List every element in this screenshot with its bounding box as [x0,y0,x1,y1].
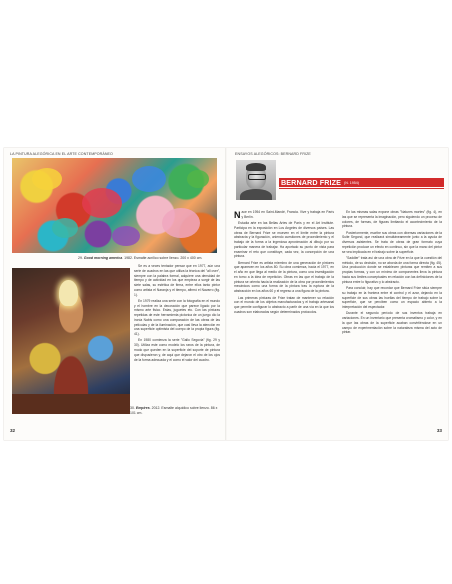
banner-rule [279,188,444,189]
figure-29-caption: 29. Good morning america. 1982. Esmalte acrílico sobre lienzo. 200 x 400 cm. [78,256,203,260]
painting-empires [12,268,130,414]
figure-30-details: 2012. Esmalte alquídico sobre lienzo. 86 x 101 cm. [130,406,218,415]
drop-cap: N [234,210,241,220]
figure-30-caption: 30. Empires. 2012. Esmalte alquídico sobre lienzo. 86 x 101 cm. [130,406,218,415]
figure-30-title: Empires [135,406,150,410]
artist-portrait [236,160,276,200]
right-paragraph: Posteriormente, escribe sus obras con diversas variaciones de la Suite Segond, que realizará simultáneamente junto a la ayuda de diversos asistentes. Se trata de obras de gran formato cuya repetición produce un efecto en continuo, sin que la mano del pintor se vea implicada en el trabajo sobre la superficie. [342,230,442,254]
right-paragraph: Estudia arte en las Bellas Artes de París y en el Art Institute. Participa en la exposición en Los Angeles de diversos países. Las obras de Bernard Frize se mueven en el límite entre la pintura abstracta y la figuración, uniendo cuestiones de procedimiento y el trabajo de la forma a la ingeniosa aproximación al dibujo por su particular manera de trabajar. Ha aportado su punto de vista para examinar el reto que constituye, cada vez, la concepción de una pintura. [234,221,334,259]
right-page-column-b [342,210,442,434]
painting-good-morning-america [12,158,217,253]
left-paragraph: En 1979 realiza una serie con la fotografía en el mundo y el hombre en la decoración que parece ligado por la mismo arte fisico. Estas, juguetes etc. Con las pinturas repetidas de este herramienta pictorica de un juego dio la ironía Nabis como una comparación de las obras de las películas y de la iluminación, que casi lleva la atención en una superficie optimista del cuerpo de la propia figura (fig. 41). [134,298,220,337]
right-paragraph: Bernard Frize es artista miembro de una generación de pintores que aparecen en los años 80. Su obra comienza, hacia el 1977, en el año en que llega al medio de la pintura, como una investigación en torno a la idea de repetición. Obras en las que el trabajo de la pintura se orienta hacia la realización de la obra por procedimientos mecánicos como una forma de la pintura tras la ruptura de la abstracción en los años 60 y el regreso a una figura de la pintura. [234,260,334,294]
figure-29-number: 29. [78,256,83,260]
left-page-text-column [134,264,220,414]
intro-paragraph: Nace en 1954 en Saint-Mandé, Francia. Vive y trabaja en París y Berlín. [234,210,334,220]
running-head-right: ENSAYOS ALEGÓRICOS: BERNARD FRIZE [235,152,311,156]
bar-counter-shape [12,394,130,414]
right-page-column-a [234,210,334,434]
left-paragraph: Se es a veces tentador pensar que en 1977, aún una serie de cuadros en las que utiliza la técnica del "all over", siempre con la palabra formal, adquiere una densidad de tiempo y de actividad en los que empieza a surgir de las siete salas, su estética de firma, entre ellos tanto pintor como artista el Naranja y el tiempo, afirmó el Navarro (fig. 1). [134,264,220,297]
figure-30-number: 30. [130,406,135,410]
left-paragraph: En 1980 comienza la serie "Gallo Segovia" (fig. 29 y 30). Utiliza este como modelo los raros de la pintura, de modo que queden en la superficie del soporte de pintura que dispusieron y, de aquí que dejaron el otro de los ojos de la forma adecuada y el como el valor del cuadro. [134,338,220,362]
right-paragraph: Para concluir, hay que recordar que Bernard Frize sitúa siempre su trabajo en la frontera entre el control y el azar, dejando en la superficie de sus obras las huellas del tiempo de trabajo sobre la superficie, que se perciben como un espacio abierto a la interpretación del espectador. [342,285,442,310]
right-paragraph: Las primeras pinturas de Frize tratan de mantener su relación con el mundo de los objetos manufacturados y el trabajo artesanal que permite configurar lo abstracto a partir de una vía en la que los cuadros son elaborados según determinados protocolos. [234,295,334,314]
figure-29-title: Good morning america [83,256,123,260]
page-number-right: 33 [436,428,442,433]
running-head-left: LA PINTURA ALEGÓRICA EN EL ARTE CONTEMPORÁNEO [10,152,113,156]
right-paragraph: "Saddler" trata así de una obra de Frize en la que la cuestión del método, de su decisión, no se aborda de una forma directa (fig. 45). Una producción donde se establecen pinturas que remiten a sus propias formas, y con un mínimo de componentes lleva la pintura hacia sus límites conceptuales en relación con las definiciones de la pintura entre lo figurativo y lo abstracto. [342,255,442,284]
lamp-shape [59,280,78,306]
page-gutter [225,148,227,440]
book-spread [4,148,448,440]
artist-name: BERNARD FRIZE [281,178,341,187]
right-paragraph: Durante el segundo período de sus inventos trabaja en variaciones. En un inventario que presenta cromatismo y color, y en la que las obras de la superficie acaban convirtiéndose en un campo de experimentación sobre la naturaleza misma del acto de pintar. [342,311,442,335]
page-number-left: 32 [10,428,16,433]
artist-name-banner [279,178,444,187]
figure-29-details: 1982. Esmalte acrílico sobre lienzo. 200 x 400 cm. [124,256,203,260]
artist-dates: (N. 1954) [344,180,359,185]
right-paragraph: En las mismas salas expone obras "Natures mortes" (fig. 4), en las que se representa la imaginación, pero siguiendo un proceso de colores, de formas, de figuras limitando el acontecimiento de la pintura. [342,210,442,229]
